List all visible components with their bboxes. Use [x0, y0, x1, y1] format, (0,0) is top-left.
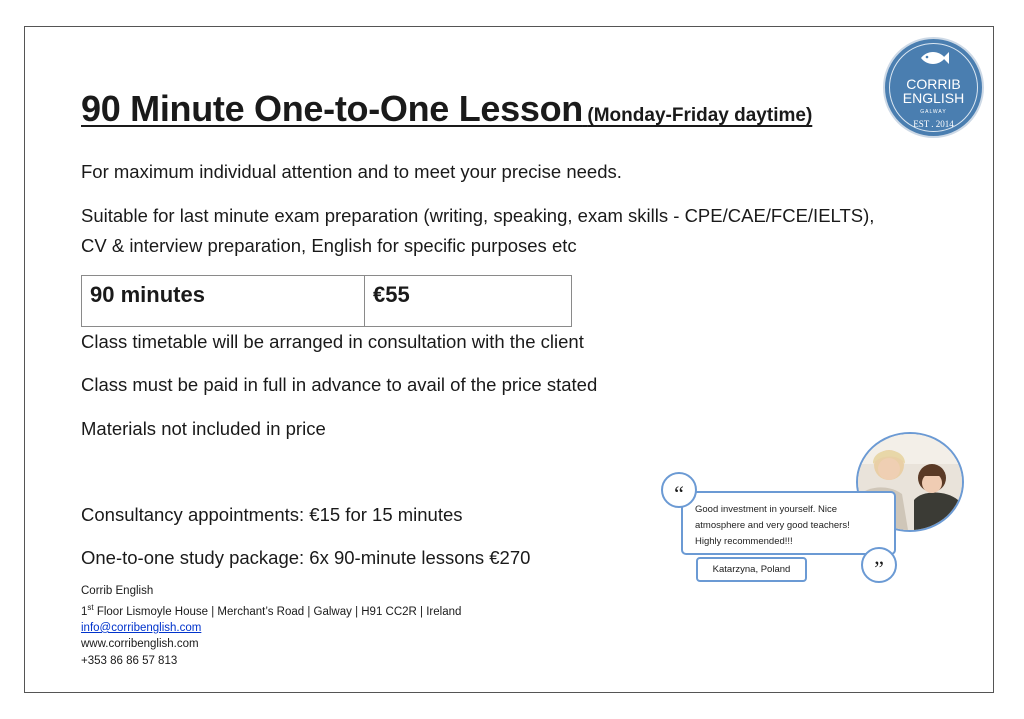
address-floor-suffix: st	[87, 602, 94, 612]
testimonial-text	[695, 502, 850, 550]
close-quote-icon: ”	[861, 547, 897, 583]
email-link[interactable]: info@corribenglish.com	[81, 621, 202, 634]
address-floor-number: 1	[81, 605, 88, 618]
fish-icon	[885, 49, 982, 67]
price-table-duration: 90 minutes	[82, 276, 365, 326]
contact-website: www.corribenglish.com	[81, 638, 199, 651]
note-materials: Materials not included in price	[81, 418, 326, 439]
testimonial-author: Katarzyna, Poland	[696, 557, 807, 582]
logo-line-english: ENGLISH	[902, 90, 965, 106]
contact-block	[81, 583, 461, 669]
contact-phone: +353 86 86 57 813	[81, 654, 178, 667]
note-timetable: Class timetable will be arranged in consultation with the client	[81, 331, 584, 352]
open-quote-icon: “	[661, 472, 697, 508]
testimonial-line-1: Good investment in yourself. Nice	[695, 504, 838, 515]
note-payment: Class must be paid in full in advance to avail of the price stated	[81, 374, 598, 395]
suitable-text-line-2: CV & interview preparation, English for specific purposes etc	[81, 235, 577, 256]
logo-line-corrib: CORRIB	[906, 76, 961, 92]
logo-line-galway: GALWAY	[920, 109, 947, 115]
package-text: One-to-one study package: 6x 90-minute lessons €270	[81, 547, 531, 568]
consultancy-text: Consultancy appointments: €15 for 15 minutes	[81, 504, 463, 525]
logo-line-est: EST . 2014	[913, 119, 954, 129]
corrib-english-logo	[883, 37, 984, 138]
title-subtitle: (Monday-Friday daytime)	[587, 105, 813, 126]
contact-name: Corrib English	[81, 585, 154, 597]
intro-text: For maximum individual attention and to meet your precise needs.	[81, 161, 622, 182]
address-rest: Floor Lismoyle House | Merchant’s Road | Galway | H91 CC2R | Ireland	[93, 605, 462, 618]
price-table	[81, 275, 572, 327]
testimonial-line-3: Highly recommended!!!	[695, 536, 793, 547]
price-table-price: €55	[373, 282, 410, 307]
testimonial-line-2: atmosphere and very good teachers!	[695, 520, 850, 531]
page-title	[81, 88, 812, 130]
title-main: 90 Minute One-to-One Lesson	[81, 88, 583, 129]
contact-address	[81, 600, 461, 620]
suitable-text-line-1: Suitable for last minute exam preparation (writing, speaking, exam skills - CPE/CAE/FCE/IELTS),	[81, 205, 875, 226]
